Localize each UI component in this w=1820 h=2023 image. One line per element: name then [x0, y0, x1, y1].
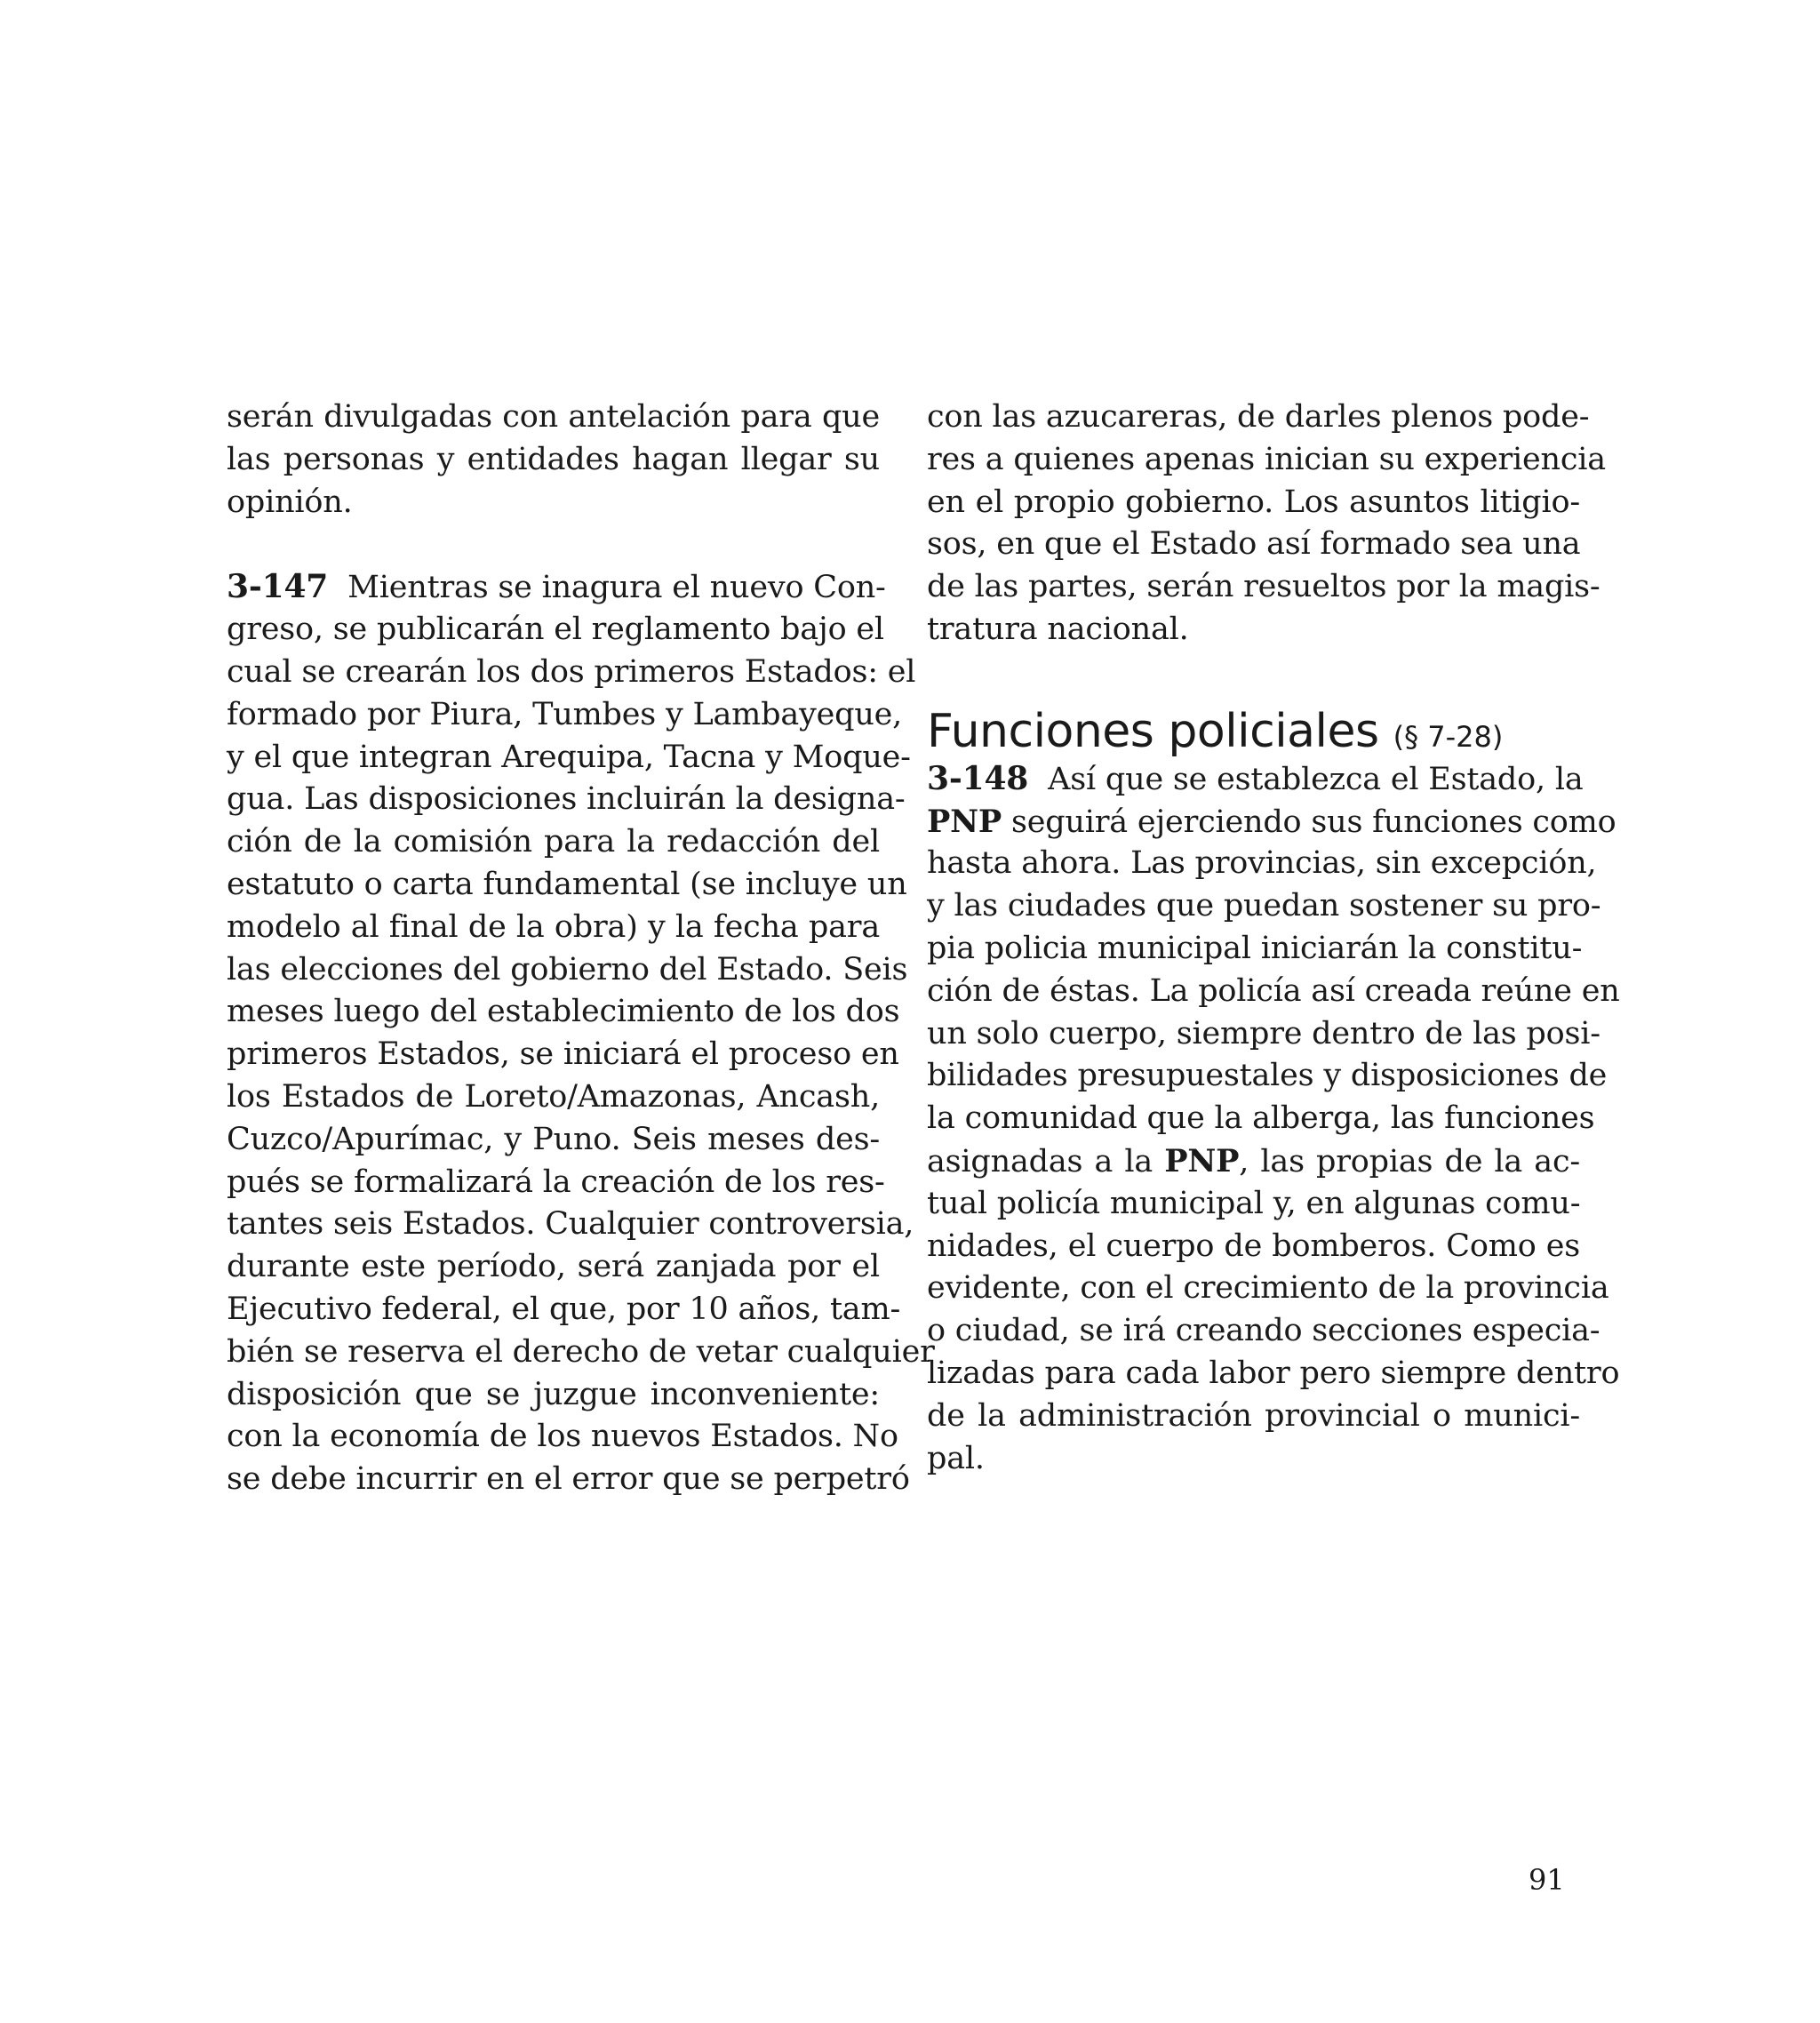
text-line: res a quienes apenas inician su experiencia	[927, 441, 1606, 477]
text-line: la comunidad que la alberga, las funciones	[927, 1100, 1595, 1137]
text-line: pia policia municipal iniciarán la constitu-	[927, 930, 1583, 966]
text-line: disposición que se juzgue inconveniente:	[227, 1376, 880, 1412]
paragraph-first-line: Así que se establezca el Estado, la	[1048, 761, 1584, 797]
text-line: meses luego del establecimiento de los dos	[227, 994, 900, 1030]
text-line: durante este período, será zanjada por el	[227, 1249, 880, 1285]
paragraph-first-line: Mientras se inagura el nuevo Con-	[347, 570, 886, 606]
paragraph-gap	[927, 652, 1580, 705]
text-line	[927, 1140, 1580, 1183]
text-line: las personas y entidades hagan llegar su	[227, 441, 880, 477]
text-line: Ejecutivo federal, el que, por 10 años, tam-	[227, 1291, 901, 1327]
paragraph-number: 3-148	[927, 759, 1029, 797]
section-reference: (§ 7-28)	[1393, 719, 1504, 754]
text-segment: asignadas a la	[927, 1143, 1165, 1179]
paragraph-3-147	[227, 566, 935, 1501]
text-line: bilidades presupuestales y disposiciones de	[927, 1058, 1608, 1094]
text-line: de la administración provincial o munici-	[927, 1397, 1580, 1434]
text-line: con las azucareras, de darles plenos pode-	[927, 399, 1590, 435]
intro-paragraph	[227, 396, 880, 524]
text-line	[927, 801, 1616, 844]
text-line: formado por Piura, Tumbes y Lambayeque,	[227, 696, 903, 732]
text-line	[927, 758, 1584, 801]
text-line: greso, se publicarán el reglamento bajo el	[227, 612, 884, 648]
text-line: tratura nacional.	[927, 611, 1189, 647]
text-line: opinión.	[227, 484, 353, 520]
text-line: un solo cuerpo, siempre dentro de las posi-	[927, 1015, 1600, 1051]
text-line: con la economía de los nuevos Estados. No	[227, 1419, 898, 1455]
acronym-pnp: PNP	[1164, 1142, 1240, 1179]
text-line: o ciudad, se irá creando secciones especia-	[927, 1313, 1600, 1349]
text-line: nidades, el cuerpo de bomberos. Como es	[927, 1227, 1580, 1264]
text-line	[227, 566, 886, 609]
text-line: primeros Estados, se iniciará el proceso en	[227, 1036, 899, 1073]
text-line: evidente, con el crecimiento de la provincia	[927, 1270, 1609, 1307]
text-line: pal.	[927, 1440, 985, 1476]
text-line: de las partes, serán resueltos por la magis-	[927, 569, 1600, 605]
text-line: estatuto o carta fundamental (se incluye un	[227, 866, 907, 902]
paragraph-gap	[227, 524, 880, 566]
text-line: hasta ahora. Las provincias, sin excepción,	[927, 845, 1597, 882]
text-line: tantes seis Estados. Cualquier controversia,	[227, 1206, 914, 1243]
page-number: 91	[1529, 1863, 1565, 1897]
text-line: se debe incurrir en el error que se perpetró	[227, 1461, 910, 1498]
acronym-pnp: PNP	[927, 803, 1002, 840]
text-line: bién se reserva el derecho de vetar cualquier	[227, 1333, 935, 1370]
text-line: gua. Las disposiciones incluirán la designa-	[227, 781, 906, 818]
text-line: modelo al final de la obra) y la fecha para	[227, 908, 880, 945]
text-line: lizadas para cada labor pero siempre dentro	[927, 1355, 1620, 1391]
text-line: cual se crearán los dos primeros Estados: el	[227, 653, 916, 690]
left-column	[227, 396, 935, 1501]
text-segment: seguirá ejerciendo sus funciones como	[1002, 804, 1616, 840]
paragraph-3-148	[927, 758, 1620, 1481]
section-title: Funciones policiales	[927, 704, 1379, 758]
text-line: y el que integran Arequipa, Tacna y Moque-	[227, 739, 911, 775]
text-line: pués se formalizará la creación de los res-	[227, 1163, 885, 1200]
text-line: sos, en que el Estado así formado sea una	[927, 526, 1581, 563]
text-line: tual policía municipal y, en algunas comu-	[927, 1185, 1581, 1221]
right-column	[927, 396, 1620, 1480]
text-line: ción de éstas. La policía así creada reúne en	[927, 972, 1620, 1009]
continuation-paragraph	[927, 396, 1606, 652]
text-line: serán divulgadas con antelación para que	[227, 399, 880, 435]
paragraph-number: 3-147	[227, 568, 329, 606]
text-line: Cuzco/Apurímac, y Puno. Seis meses des-	[227, 1121, 880, 1157]
text-line: ción de la comisión para la redacción del	[227, 824, 880, 860]
text-line: y las ciudades que puedan sostener su pro-	[927, 888, 1601, 924]
text-line: los Estados de Loreto/Amazonas, Ancash,	[227, 1078, 880, 1115]
text-line: las elecciones del gobierno del Estado. Seis	[227, 951, 908, 988]
section-heading	[927, 705, 1580, 758]
text-line: en el propio gobierno. Los asuntos litigio-	[927, 484, 1580, 520]
text-segment: , las propias de la ac-	[1239, 1143, 1580, 1179]
